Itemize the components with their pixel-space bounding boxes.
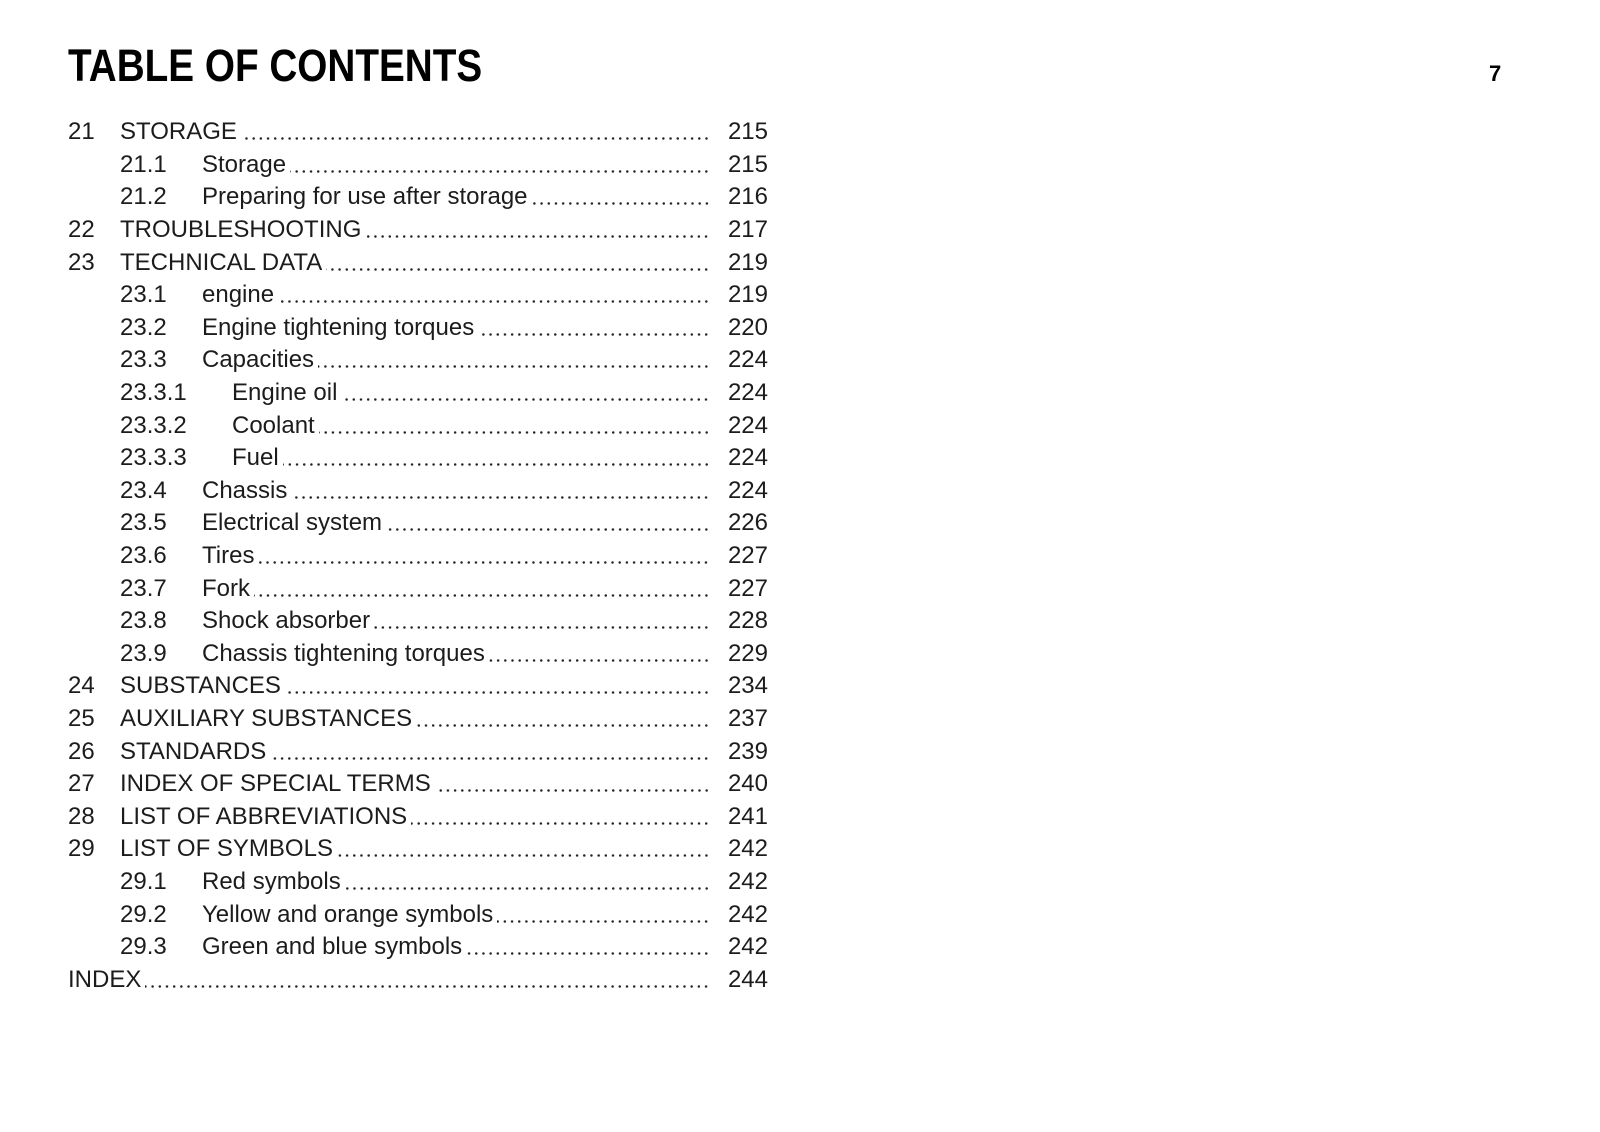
toc-entry-page[interactable]: 224 <box>727 346 768 374</box>
toc-entry-title[interactable]: Capacities <box>202 346 315 374</box>
toc-entry[interactable] <box>68 149 768 182</box>
toc-entry[interactable] <box>68 572 768 605</box>
toc-entry-title[interactable]: Shock absorber <box>202 607 371 635</box>
toc-entry-number: 23.5 <box>120 509 167 537</box>
toc-entry[interactable] <box>68 246 768 279</box>
toc-entry-title[interactable]: TECHNICAL DATA <box>120 248 323 276</box>
toc-entry-page[interactable]: 242 <box>727 867 768 895</box>
toc-entry-page[interactable]: 242 <box>727 933 768 961</box>
toc-entry-number: 23.8 <box>120 607 167 635</box>
dot-leader <box>283 446 710 470</box>
page-number: 7 <box>1489 61 1502 86</box>
toc-entry-page[interactable]: 241 <box>727 802 768 830</box>
toc-entry[interactable] <box>68 116 768 149</box>
toc-entry-title[interactable]: Electrical system <box>202 509 383 537</box>
toc-entry-title[interactable]: Yellow and orange symbols <box>202 900 494 928</box>
toc-entry-number: 23.4 <box>120 476 167 504</box>
toc-entry[interactable] <box>68 312 768 345</box>
toc-entry[interactable] <box>68 475 768 508</box>
toc-entry[interactable] <box>68 638 768 671</box>
toc-entry[interactable] <box>68 409 768 442</box>
toc-entry-number: 23 <box>68 248 95 276</box>
toc-entry-page[interactable]: 242 <box>727 835 768 863</box>
toc-entry-page[interactable]: 217 <box>727 216 768 244</box>
dot-leader <box>532 185 710 209</box>
toc-entry-title[interactable]: Chassis <box>202 476 288 504</box>
toc-entry-number: 21 <box>68 118 95 146</box>
toc-entry-number: 29.1 <box>120 867 167 895</box>
dot-leader <box>466 935 710 959</box>
toc-entry[interactable] <box>68 181 768 214</box>
dot-leader <box>345 870 710 894</box>
toc-entry-page[interactable]: 239 <box>727 737 768 765</box>
toc-entry-title[interactable]: Green and blue symbols <box>202 933 463 961</box>
toc-entry-number: 24 <box>68 672 95 700</box>
toc-entry-number: 23.3.1 <box>120 379 187 407</box>
toc-entry-page[interactable]: 215 <box>727 150 768 178</box>
toc-entry-page[interactable]: 228 <box>727 607 768 635</box>
toc-entry-number: 23.1 <box>120 281 167 309</box>
toc-entry-page[interactable]: 229 <box>727 639 768 667</box>
dot-leader <box>258 544 710 568</box>
toc-entry-page[interactable]: 240 <box>727 770 768 798</box>
toc-entry-page[interactable]: 220 <box>727 313 768 341</box>
dot-leader <box>278 283 710 307</box>
toc-entry[interactable] <box>68 735 768 768</box>
dot-leader <box>435 772 710 796</box>
toc-entry-title[interactable]: SUBSTANCES <box>120 672 281 700</box>
toc-entry-page[interactable]: 216 <box>727 183 768 211</box>
dot-leader <box>478 316 710 340</box>
toc-entry-title[interactable]: STANDARDS <box>120 737 267 765</box>
toc-entry[interactable] <box>68 214 768 247</box>
dot-leader <box>416 707 710 731</box>
toc-entry-title[interactable]: AUXILIARY SUBSTANCES <box>120 704 413 732</box>
dot-leader <box>254 577 710 601</box>
toc-entry-number: 23.2 <box>120 313 167 341</box>
toc-entry-number: 26 <box>68 737 95 765</box>
toc-entry-title[interactable]: TROUBLESHOOTING <box>120 216 362 244</box>
toc-entry-number: 23.3 <box>120 346 167 374</box>
toc-entry-number: 21.1 <box>120 150 167 178</box>
table-of-contents <box>68 116 768 996</box>
toc-entry-page[interactable]: 224 <box>727 411 768 439</box>
toc-entry[interactable] <box>68 866 768 899</box>
dot-leader <box>291 479 710 503</box>
toc-entry[interactable] <box>68 605 768 638</box>
toc-entry-number: 25 <box>68 704 95 732</box>
dot-leader <box>326 251 710 275</box>
toc-entry-title[interactable]: Red symbols <box>202 867 341 895</box>
page-title: TABLE OF CONTENTS <box>68 40 483 91</box>
toc-entry[interactable] <box>68 377 768 410</box>
dot-leader <box>145 968 710 992</box>
toc-entry[interactable] <box>68 540 768 573</box>
toc-entry-page[interactable]: 227 <box>727 574 768 602</box>
dot-leader <box>241 120 710 144</box>
toc-entry-title[interactable]: engine <box>202 281 275 309</box>
toc-entry-number: 28 <box>68 802 95 830</box>
toc-entry-page[interactable]: 227 <box>727 542 768 570</box>
toc-entry-page[interactable]: 237 <box>727 704 768 732</box>
toc-entry-title[interactable]: Coolant <box>232 411 315 439</box>
toc-entry-title[interactable]: INDEX OF SPECIAL TERMS <box>120 770 431 798</box>
toc-entry-title[interactable]: STORAGE <box>120 118 237 146</box>
toc-entry[interactable] <box>68 279 768 312</box>
toc-entry-number: 21.2 <box>120 183 167 211</box>
dot-leader <box>365 218 710 242</box>
dot-leader <box>341 381 710 405</box>
toc-entry-number: 29.3 <box>120 933 167 961</box>
dot-leader <box>374 609 710 633</box>
dot-leader <box>337 837 710 861</box>
toc-entry-number: 23.3.3 <box>120 444 187 472</box>
toc-entry-title[interactable]: Fork <box>202 574 250 602</box>
toc-entry-number: 23.9 <box>120 639 167 667</box>
toc-entry-page[interactable]: 215 <box>727 118 768 146</box>
toc-entry[interactable] <box>68 703 768 736</box>
toc-entry[interactable] <box>68 344 768 377</box>
toc-entry-number: 29 <box>68 835 95 863</box>
toc-entry-title[interactable]: LIST OF SYMBOLS <box>120 835 333 863</box>
toc-entry-page[interactable]: 219 <box>727 248 768 276</box>
dot-leader <box>318 348 710 372</box>
toc-entry-number: 22 <box>68 216 95 244</box>
toc-entry-number: 23.7 <box>120 574 167 602</box>
toc-entry-title[interactable]: Engine oil <box>232 379 338 407</box>
toc-entry-title[interactable]: Engine tightening torques <box>202 313 475 341</box>
toc-entry[interactable] <box>68 507 768 540</box>
toc-entry[interactable] <box>68 768 768 801</box>
toc-entry[interactable] <box>68 963 768 996</box>
dot-leader <box>285 674 710 698</box>
toc-entry[interactable] <box>68 833 768 866</box>
toc-entry-number: 29.2 <box>120 900 167 928</box>
toc-entry-page[interactable]: 219 <box>727 281 768 309</box>
toc-entry-page[interactable]: 224 <box>727 444 768 472</box>
dot-leader <box>489 642 710 666</box>
dot-leader <box>497 903 710 927</box>
toc-entry-number: 23.6 <box>120 542 167 570</box>
toc-entry[interactable] <box>68 442 768 475</box>
toc-entry-title[interactable]: LIST OF ABBREVIATIONS <box>120 802 408 830</box>
toc-entry-title[interactable]: INDEX <box>68 965 142 993</box>
toc-entry-title[interactable]: Chassis tightening torques <box>202 639 485 667</box>
toc-entry[interactable] <box>68 898 768 931</box>
toc-entry-page[interactable]: 244 <box>727 965 768 993</box>
dot-leader <box>386 511 710 535</box>
toc-entry-page[interactable]: 224 <box>727 379 768 407</box>
toc-entry[interactable] <box>68 800 768 833</box>
toc-entry[interactable] <box>68 931 768 964</box>
toc-entry[interactable] <box>68 670 768 703</box>
toc-entry-title[interactable]: Tires <box>202 542 255 570</box>
toc-entry-page[interactable]: 234 <box>727 672 768 700</box>
toc-entry-title[interactable]: Storage <box>202 150 287 178</box>
toc-entry-title[interactable]: Preparing for use after storage <box>202 183 528 211</box>
dot-leader <box>270 740 710 764</box>
toc-entry-page[interactable]: 242 <box>727 900 768 928</box>
dot-leader <box>290 153 710 177</box>
dot-leader <box>319 414 710 438</box>
toc-entry-page[interactable]: 226 <box>727 509 768 537</box>
toc-entry-number: 23.3.2 <box>120 411 187 439</box>
toc-entry-page[interactable]: 224 <box>727 476 768 504</box>
dot-leader <box>411 805 710 829</box>
toc-entry-number: 27 <box>68 770 95 798</box>
toc-entry-title[interactable]: Fuel <box>232 444 279 472</box>
